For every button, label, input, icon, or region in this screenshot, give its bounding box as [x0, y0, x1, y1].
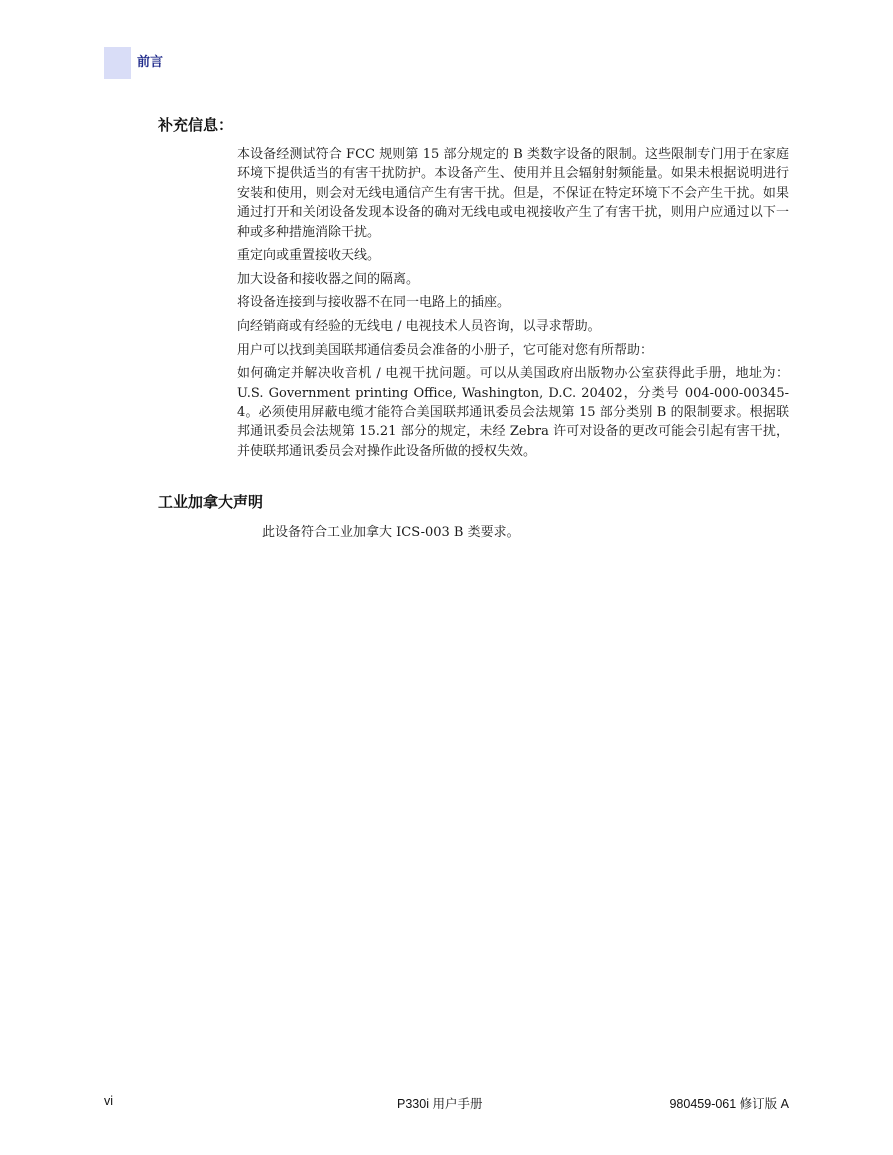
header-title: 前言 [137, 55, 164, 70]
measure-different-circuit: 将设备连接到与接收器不在同一电路上的插座。 [237, 295, 511, 311]
fcc-paragraph: 本设备经测试符合 FCC 规则第 15 部分规定的 B 类数字设备的限制。这些限制专门用于在家庭环境下提供适当的有害干扰防护。本设备产生、使用并且会辐射射频能量。如果未根据说明进行安装和使用，则会对无线电通信产生有害干扰。但是，不保证在特定环境下不会产生干扰。如果通过打开和关闭设备发现本设备的确对无线电或电视接收产生了有害干扰，则用户应通过以下一种或多种措施消除干扰。 [237, 147, 789, 240]
footer-manual-title: P330i 用户手册 [397, 1097, 483, 1111]
supplementary-info-body [237, 145, 789, 465]
header-color-block [104, 47, 131, 79]
measure-consult-dealer: 向经销商或有经验的无线电 / 电视技术人员咨询，以寻求帮助。 [237, 319, 601, 334]
industry-canada-heading: 工业加拿大声明 [158, 493, 264, 511]
footer-page-number: vi [104, 1094, 114, 1108]
booklet-details-paragraph: 如何确定并解决收音机 / 电视干扰问题。可以从美国政府出版物办公室获得此手册，地址为：U.S. Government printing Office, Washington, D.C. 20402，分类号 004-000-00345-4。必须使用屏蔽电缆才能符合美国联邦通讯委员会法规第 15 部分类别 B 的限制要求。根据联邦通讯委员会法规第 15.21 部分的规定，未经 Zebra 许可对设备的更改可能会引起有害干扰，并使联邦通讯委员会对操作此设备所做的授权失效。 [237, 366, 789, 459]
industry-canada-statement: 此设备符合工业加拿大 ICS-003 B 类要求。 [262, 525, 520, 540]
measure-reorient-antenna: 重定向或重置接收天线。 [237, 248, 381, 264]
measure-increase-separation: 加大设备和接收器之间的隔离。 [237, 271, 420, 287]
booklet-intro: 用户可以找到美国联邦通信委员会准备的小册子，它可能对您有所帮助： [237, 342, 654, 358]
footer-document-revision: 980459-061 修订版 A [669, 1097, 789, 1111]
supplementary-info-heading: 补充信息： [158, 116, 234, 134]
